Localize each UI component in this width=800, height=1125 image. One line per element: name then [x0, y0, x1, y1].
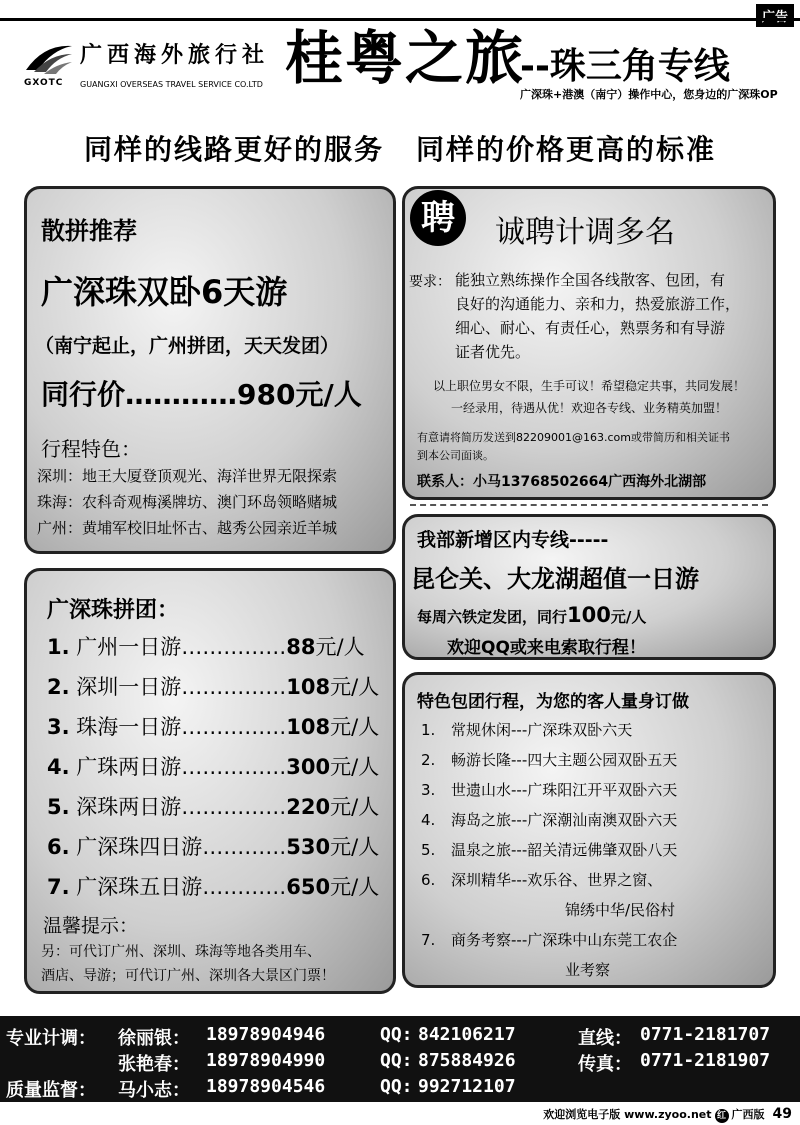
agency-name: 广西海外旅行社	[80, 42, 270, 68]
item-dots: ……………	[181, 675, 287, 699]
item-num: 6.	[47, 835, 70, 859]
top-divider	[0, 18, 800, 21]
item-unit: 元/人	[330, 835, 380, 859]
group-item	[47, 671, 379, 701]
item-num: 7.	[47, 875, 70, 899]
custom-item	[421, 749, 677, 770]
footer-qq-label: QQ:	[380, 1024, 413, 1045]
group-item	[47, 791, 379, 821]
recommend-panel	[24, 186, 396, 554]
item-name: 广珠两日游	[76, 755, 182, 779]
requirement-line: 良好的沟通能力、亲和力，热爱旅游工作，	[455, 295, 741, 313]
custom-item	[421, 809, 677, 830]
item-dots: ……………	[181, 755, 287, 779]
recommend-price	[41, 373, 362, 413]
footer-phone: 18978904546	[206, 1076, 326, 1097]
price-dots: …………	[125, 378, 238, 411]
item-name: 珠海一日游	[76, 715, 182, 739]
new-route-schedule	[417, 603, 646, 627]
item-dots: …………	[202, 875, 287, 899]
route-price: 100	[567, 603, 611, 627]
requirement-line: 细心、耐心、有责任心，熟票务和有导游	[455, 319, 726, 337]
item-name: 广州一日游	[76, 635, 182, 659]
footer-qq: 992712107	[418, 1076, 516, 1097]
tips-line: 酒店、导游；可代订广州、深圳各大景区门票！	[41, 968, 335, 984]
group-item	[47, 831, 379, 861]
requirement-label: 要求：	[409, 274, 451, 290]
recommend-note: （南宁起止，广州拼团，天天发团）	[35, 335, 340, 357]
footer-extra: 0771-2181907	[640, 1050, 771, 1071]
custom-desc: 业考察	[565, 961, 611, 979]
item-price: 220	[286, 795, 331, 819]
dashed-divider	[410, 504, 768, 506]
custom-desc: ---广珠阳江开平双卧六天	[511, 781, 678, 799]
notice-line: 以上职位男女不限，生手可议！希望稳定共事，共同发展！	[432, 379, 745, 393]
footer-role: 专业计调：	[6, 1028, 96, 1049]
item-name: 广深珠四日游	[76, 835, 203, 859]
custom-desc: ---广深潮汕南澳双卧六天	[511, 811, 678, 829]
custom-item	[421, 869, 662, 890]
contact-line: 联系人：小马13768502664广西海外北湖部	[417, 474, 707, 490]
custom-item	[421, 779, 677, 800]
price-value: 980元/人	[237, 378, 362, 411]
footer-extra-label: 直线：	[578, 1028, 632, 1049]
item-dots: ……………	[181, 795, 287, 819]
group-heading: 广深珠拼团：	[47, 598, 180, 623]
ad-tag	[756, 4, 794, 27]
group-item	[47, 711, 379, 741]
item-dots: …………	[202, 835, 287, 859]
features-title: 行程特色：	[41, 437, 141, 461]
footer-extra: 0771-2181707	[640, 1024, 771, 1045]
page-number: 49	[772, 1106, 792, 1122]
item-num: 3.	[47, 715, 70, 739]
custom-item-cont	[565, 959, 610, 980]
footer-qq-label: QQ:	[380, 1050, 413, 1071]
agency-name-en: GUANGXI OVERSEAS TRAVEL SERVICE CO.LTD	[80, 80, 263, 89]
custom-item	[421, 839, 677, 860]
main-slogan: 桂粤之旅	[285, 24, 526, 92]
item-name: 广深珠五日游	[76, 875, 203, 899]
credit-text: 欢迎浏览电子版 www.zyoo.net	[543, 1108, 712, 1121]
tips-title: 温馨提示：	[43, 915, 139, 937]
item-name: 深珠两日游	[76, 795, 182, 819]
logo-abbr: GXOTC	[24, 78, 64, 88]
price-label: 同行价	[41, 378, 126, 411]
custom-item-cont	[565, 899, 675, 920]
item-name: 深圳一日游	[76, 675, 182, 699]
item-num: 5.	[47, 795, 70, 819]
item-dots: ……………	[181, 715, 287, 739]
item-price: 530	[286, 835, 331, 859]
custom-desc: ---广深珠双卧六天	[511, 721, 633, 739]
custom-name: 常规休闲	[451, 721, 512, 739]
notice-line: 一经录用，待遇从优！欢迎各专线、业务精英加盟！	[450, 401, 727, 415]
item-num: 4.	[47, 755, 70, 779]
requirement-line: 证者优先。	[455, 343, 531, 361]
item-price: 300	[286, 755, 331, 779]
custom-name: 深圳精华	[451, 871, 512, 889]
feature-item: 广州：黄埔军校旧址怀古、越秀公园亲近羊城	[37, 519, 338, 537]
item-unit: 元/人	[330, 875, 380, 899]
feature-item: 深圳：地王大厦登顶观光、海洋世界无限探索	[37, 467, 338, 485]
agency-logo-icon	[24, 40, 74, 76]
group-item	[47, 751, 379, 781]
custom-num: 2.	[421, 751, 436, 769]
custom-num: 7.	[421, 931, 436, 949]
item-price: 108	[286, 675, 331, 699]
custom-name: 畅游长隆	[451, 751, 512, 769]
custom-desc: ---四大主题公园双卧五天	[511, 751, 678, 769]
custom-num: 5.	[421, 841, 436, 859]
tips-line: 另：可代订广州、深圳、珠海等地各类用车、	[41, 944, 321, 960]
resume-line: 有意请将简历发送到82209001@163.com或带简历和相关证书	[417, 431, 730, 444]
footer-phone: 18978904946	[206, 1024, 326, 1045]
hiring-title: 诚聘计调多名	[495, 215, 675, 250]
custom-desc: 锦绣中华/民俗村	[565, 901, 676, 919]
custom-name: 温泉之旅	[451, 841, 512, 859]
custom-desc: ---欢乐谷、世界之窗、	[511, 871, 663, 889]
item-unit: 元/人	[330, 795, 380, 819]
footer-person: 张艳春：	[118, 1054, 190, 1075]
footer-qq: 875884926	[418, 1050, 516, 1071]
custom-name: 商务考察	[451, 931, 512, 949]
footer-person: 徐丽银：	[118, 1028, 190, 1049]
custom-num: 1.	[421, 721, 436, 739]
schedule-text: 每周六铁定发团，同行	[417, 608, 568, 626]
credit-edition: 广西版	[731, 1108, 765, 1121]
hiring-badge-icon: 聘	[410, 190, 466, 246]
custom-name: 海岛之旅	[451, 811, 512, 829]
group-item	[47, 631, 365, 661]
service-banner	[0, 128, 800, 168]
custom-num: 6.	[421, 871, 436, 889]
recommend-heading: 散拼推荐	[41, 217, 137, 245]
requirement-line: 能独立熟练操作全国各线散客、包团，有	[455, 271, 726, 289]
group-item	[47, 871, 379, 901]
new-route-panel	[402, 514, 776, 660]
item-unit: 元/人	[330, 715, 380, 739]
resume-line: 到本公司面谈。	[417, 449, 494, 462]
recommend-title: 广深珠双卧6天游	[41, 273, 288, 311]
page-credit	[543, 1106, 792, 1123]
banner-left: 同样的线路更好的服务	[83, 133, 384, 166]
custom-name: 世遗山水	[451, 781, 512, 799]
custom-item	[421, 719, 632, 740]
item-unit: 元/人	[330, 755, 380, 779]
new-route-invite: 欢迎QQ或来电索取行程！	[447, 638, 646, 658]
item-num: 2.	[47, 675, 70, 699]
contact-footer	[0, 1016, 800, 1102]
footer-qq: 842106217	[418, 1024, 516, 1045]
item-price: 88	[286, 635, 316, 659]
item-num: 1.	[47, 635, 70, 659]
item-price: 650	[286, 875, 331, 899]
custom-num: 4.	[421, 811, 436, 829]
route-unit: 元/人	[610, 608, 647, 626]
item-price: 108	[286, 715, 331, 739]
group-panel	[24, 568, 396, 994]
custom-heading: 特色包团行程，为您的客人量身订做	[417, 692, 689, 712]
custom-desc: ---韶关清远佛肇双卧八天	[511, 841, 678, 859]
custom-desc: ---广深珠中山东莞工农企	[511, 931, 678, 949]
feature-item: 珠海：农科奇观梅溪牌坊、澳门环岛领略赌城	[37, 493, 338, 511]
custom-tour-panel	[402, 672, 776, 988]
new-route-heading: 我部新增区内专线-----	[417, 529, 609, 551]
slogan-subtitle: 广深珠+港澳（南宁）操作中心，您身边的广深珠OP	[520, 88, 778, 101]
footer-role: 质量监督：	[6, 1080, 96, 1101]
footer-extra-label: 传真：	[578, 1054, 632, 1075]
custom-num: 3.	[421, 781, 436, 799]
brand-mark-icon: 红	[715, 1109, 729, 1123]
custom-item	[421, 929, 677, 950]
footer-qq-label: QQ:	[380, 1076, 413, 1097]
banner-right: 同样的价格更高的标准	[416, 133, 717, 166]
footer-phone: 18978904990	[206, 1050, 326, 1071]
footer-person: 马小志：	[118, 1080, 190, 1101]
route-slogan: --珠三角专线	[520, 46, 730, 87]
item-unit: 元/人	[315, 635, 365, 659]
item-unit: 元/人	[330, 675, 380, 699]
new-route-title: 昆仑关、大龙湖超值一日游	[411, 565, 699, 593]
item-dots: ……………	[181, 635, 287, 659]
